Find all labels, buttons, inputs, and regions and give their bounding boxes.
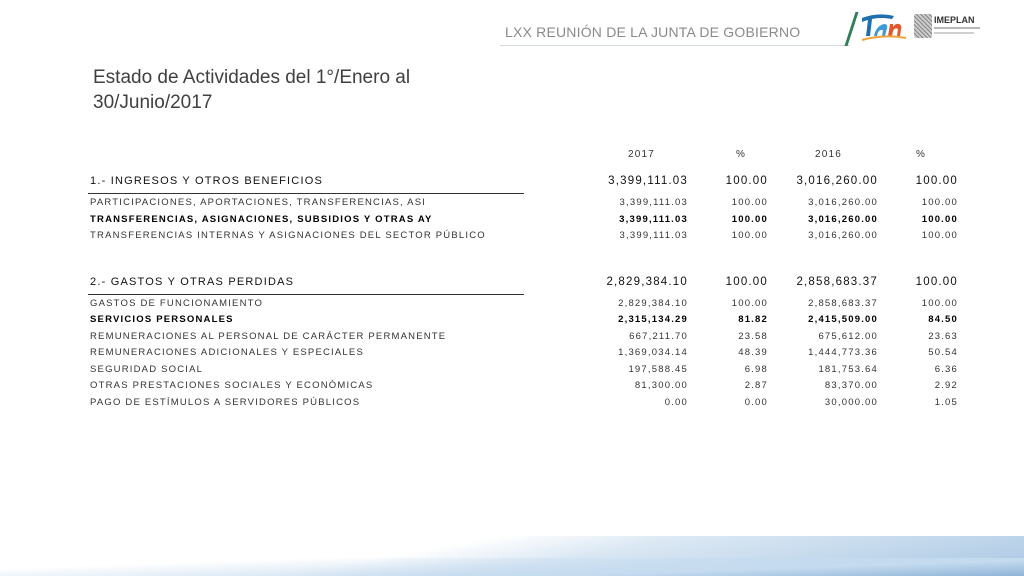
activities-table xyxy=(88,145,960,410)
percent-2017: 100.00 xyxy=(725,275,768,288)
value-2016: 2,858,683.37 xyxy=(808,297,878,309)
table-row xyxy=(88,295,960,312)
header-title: LXX REUNIÓN DE LA JUNTA DE GOBIERNO xyxy=(505,24,801,40)
table-row xyxy=(88,328,960,345)
page-title: Estado de Actividades del 1°/Enero al 30/Junio/2017 xyxy=(93,67,411,113)
seal-icon xyxy=(914,14,932,38)
percent-2017: 100.00 xyxy=(731,197,768,208)
row-label: SERVICIOS PERSONALES xyxy=(90,314,234,325)
column-header-row xyxy=(88,145,960,167)
row-label: OTRAS PRESTACIONES SOCIALES Y ECONÓMICAS xyxy=(90,380,374,391)
percent-2016: 100.00 xyxy=(921,213,958,225)
percent-2016: 100.00 xyxy=(915,275,958,288)
header-rule xyxy=(500,45,850,46)
value-2016: 675,612.00 xyxy=(818,330,878,342)
value-2017: 2,829,384.10 xyxy=(618,297,688,309)
percent-2017: 81.82 xyxy=(738,314,768,325)
column-header-percent: % xyxy=(916,149,927,160)
value-2016: 2,858,683.37 xyxy=(796,275,878,288)
percent-2017: 100.00 xyxy=(731,297,768,309)
value-2017: 667,211.70 xyxy=(629,330,688,342)
value-2016: 2,415,509.00 xyxy=(808,314,878,325)
table-row xyxy=(88,211,960,228)
row-label: SEGURIDAD SOCIAL xyxy=(90,363,204,375)
value-2016: 3,016,260.00 xyxy=(808,230,878,241)
value-2016: 3,016,260.00 xyxy=(808,197,878,208)
value-2017: 2,315,134.29 xyxy=(618,314,688,325)
decorative-wave xyxy=(0,558,1024,576)
table-row xyxy=(88,377,960,394)
percent-2017: 6.98 xyxy=(744,363,768,375)
logo-subtitle-line xyxy=(934,32,974,34)
row-label: PARTICIPACIONES, APORTACIONES, TRANSFERENCIAS, ASI xyxy=(90,197,427,208)
percent-2017: 48.39 xyxy=(738,347,768,358)
tam-logo-icon xyxy=(858,10,910,44)
value-2016: 83,370.00 xyxy=(824,380,878,391)
row-label: PAGO DE ESTÍMULOS A SERVIDORES PÚBLICOS xyxy=(90,396,361,408)
logo-subtitle-line xyxy=(934,27,980,29)
percent-2017: 100.00 xyxy=(731,213,768,225)
section-label: 1.- INGRESOS Y OTROS BENEFICIOS xyxy=(90,175,324,187)
table-row xyxy=(88,227,960,244)
percent-2016: 6.36 xyxy=(934,363,958,375)
row-label: TRANSFERENCIAS INTERNAS Y ASIGNACIONES DEL SECTOR PÚBLICO xyxy=(90,230,486,241)
table-row xyxy=(88,361,960,378)
row-label: REMUNERACIONES ADICIONALES Y ESPECIALES xyxy=(90,347,364,358)
value-2017: 3,399,111.03 xyxy=(619,197,688,208)
row-label: TRANSFERENCIAS, ASIGNACIONES, SUBSIDIOS Y OTRAS AY xyxy=(90,213,433,225)
value-2016: 30,000.00 xyxy=(824,396,878,408)
percent-2016: 1.05 xyxy=(934,396,958,408)
section-label: 2.- GASTOS Y OTRAS PERDIDAS xyxy=(90,275,295,288)
percent-2017: 100.00 xyxy=(725,175,768,187)
value-2017: 197,588.45 xyxy=(628,363,688,375)
value-2017: 3,399,111.03 xyxy=(619,230,688,241)
value-2016: 1,444,773.36 xyxy=(808,347,878,358)
table-row xyxy=(88,194,960,211)
value-2016: 3,016,260.00 xyxy=(808,213,878,225)
imeplan-logo-text: IMEPLAN xyxy=(934,15,975,25)
table-row xyxy=(88,394,960,411)
percent-2016: 84.50 xyxy=(928,314,958,325)
percent-2016: 100.00 xyxy=(921,230,958,241)
logo-divider xyxy=(844,12,858,46)
column-header-2017: 2017 xyxy=(628,149,656,160)
row-label: GASTOS DE FUNCIONAMIENTO xyxy=(90,297,264,309)
column-header-2016: 2016 xyxy=(815,149,843,160)
imeplan-logo xyxy=(912,12,982,44)
percent-2016: 50.54 xyxy=(928,347,958,358)
value-2016: 3,016,260.00 xyxy=(796,175,878,187)
table-row xyxy=(88,344,960,361)
value-2017: 0.00 xyxy=(664,396,688,408)
percent-2016: 100.00 xyxy=(921,197,958,208)
table-row xyxy=(88,311,960,328)
value-2017: 3,399,111.03 xyxy=(608,175,688,187)
percent-2016: 100.00 xyxy=(915,175,958,187)
percent-2017: 23.58 xyxy=(738,330,768,342)
value-2017: 2,829,384.10 xyxy=(606,275,688,288)
column-header-percent: % xyxy=(736,149,747,160)
percent-2016: 2.92 xyxy=(934,380,958,391)
row-label: REMUNERACIONES AL PERSONAL DE CARÁCTER PERMANENTE xyxy=(90,330,447,342)
value-2017: 3,399,111.03 xyxy=(619,213,688,225)
value-2016: 181,753.64 xyxy=(818,363,878,375)
percent-2017: 2.87 xyxy=(744,380,768,391)
percent-2016: 23.63 xyxy=(928,330,958,342)
value-2017: 81,300.00 xyxy=(634,380,688,391)
section-header-ingresos xyxy=(88,167,960,193)
section-header-gastos xyxy=(88,268,960,294)
percent-2016: 100.00 xyxy=(921,297,958,309)
value-2017: 1,369,034.14 xyxy=(618,347,688,358)
percent-2017: 100.00 xyxy=(731,230,768,241)
percent-2017: 0.00 xyxy=(744,396,768,408)
